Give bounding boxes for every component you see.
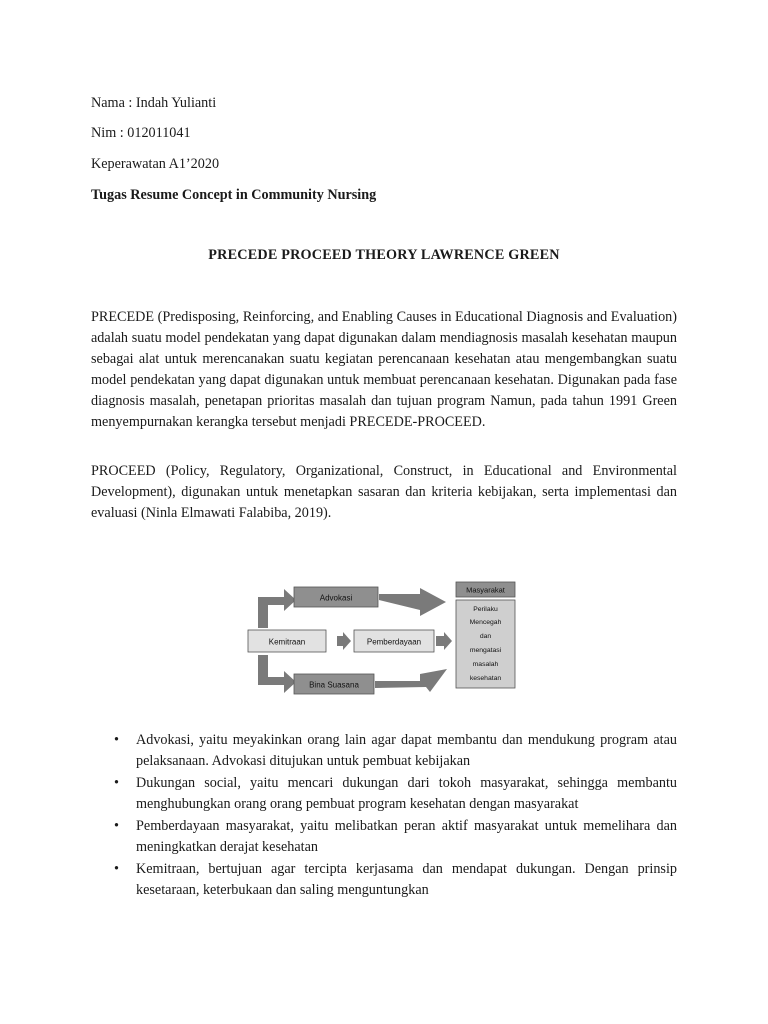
masyarakat-label: Masyarakat (466, 585, 505, 595)
list-item-text: Dukungan social, yaitu mencari dukungan dari tokoh masyarakat, sehingga membantu menghubungkan orang orang pembuat program kesehatan dengan masyarakat (136, 775, 677, 812)
arrow-kemitraan-pemberdayaan (337, 632, 351, 650)
list-item-text: Kemitraan, bertujuan agar tercipta kerjasama dan mendapat dukungan. Dengan prinsip kesetaraan, keterbukaan dan saling menguntungkan (136, 861, 677, 898)
assignment-title: Tugas Resume Concept in Community Nursing (91, 187, 377, 203)
kemitraan-label: Kemitraan (268, 637, 306, 647)
student-id: Nim : 012011041 (91, 125, 191, 141)
paragraph-proceed: PROCEED (Policy, Regulatory, Organizational, Construct, in Educational and Environmental Development), digunakan untuk menetapkan sasaran dan kriteria kebijakan, serta implementasi dan evaluasi (Ninla Elmawati Falabiba, 2019). (91, 463, 677, 521)
bullet-icon: • (114, 861, 119, 877)
student-class: Keperawatan A1’2020 (91, 156, 220, 172)
advokasi-label: Advokasi (319, 593, 353, 603)
list-item-text: Pemberdayaan masyarakat, yaitu melibatkan peran aktif masyarakat untuk memelihara dan meningkatkan derajat kesehatan (136, 818, 677, 855)
bullet-icon: • (114, 775, 119, 791)
list-item-text: Advokasi, yaitu meyakinkan orang lain agar dapat membantu dan mendukung program atau pelaksanaan. Advokasi ditujukan untuk pembuat kebijakan (136, 732, 677, 769)
arrow-up-bend (258, 589, 296, 628)
bina-suasana-label: Bina Suasana (309, 680, 359, 690)
bullet-list (91, 730, 677, 902)
arrow-pemberdayaan-outcome (436, 632, 452, 650)
bullet-icon: • (114, 732, 119, 748)
outcome-line-4: mengatasi (469, 647, 502, 654)
pemberdayaan-label: Pemberdayaan (366, 637, 422, 647)
arrow-down-bend (258, 655, 296, 693)
outcome-line-6: kesehatan (469, 675, 502, 682)
arrow-advokasi-outcome (379, 588, 446, 616)
document-title: PRECEDE PROCEED THEORY LAWRENCE GREEN (208, 247, 560, 263)
strategy-diagram (244, 578, 520, 702)
outcome-line-5: masalah (472, 661, 499, 668)
list-item (91, 816, 677, 858)
student-name: Nama : Indah Yulianti (91, 95, 217, 111)
bullet-icon: • (114, 818, 119, 834)
outcome-line-3: dan (479, 633, 492, 640)
list-item (91, 773, 677, 815)
list-item (91, 730, 677, 772)
arrow-bina-suasana-outcome (375, 669, 447, 692)
outcome-line-1: Perilaku (473, 606, 498, 613)
list-item (91, 859, 677, 901)
paragraph-precede: PRECEDE (Predisposing, Reinforcing, and Enabling Causes in Educational Diagnosis and Evaluation) adalah suatu model pendekatan yang dapat digunakan dalam mendiagnosis masalah kesehatan maupun sebagai alat untuk merencanakan suatu kegiatan perencanaan kesehatan atau mengembangkan suatu model pendekatan yang dapat digunakan untuk membuat perencanaan kesehatan. Digunakan pada fase diagnosis masalah, penetapan prioritas masalah dan tujuan program Namun, pada tahun 1991 Green menyempurnakan kerangka tersebut menjadi PRECEDE-PROCEED. (91, 309, 677, 430)
outcome-line-2: Mencegah (469, 619, 502, 626)
